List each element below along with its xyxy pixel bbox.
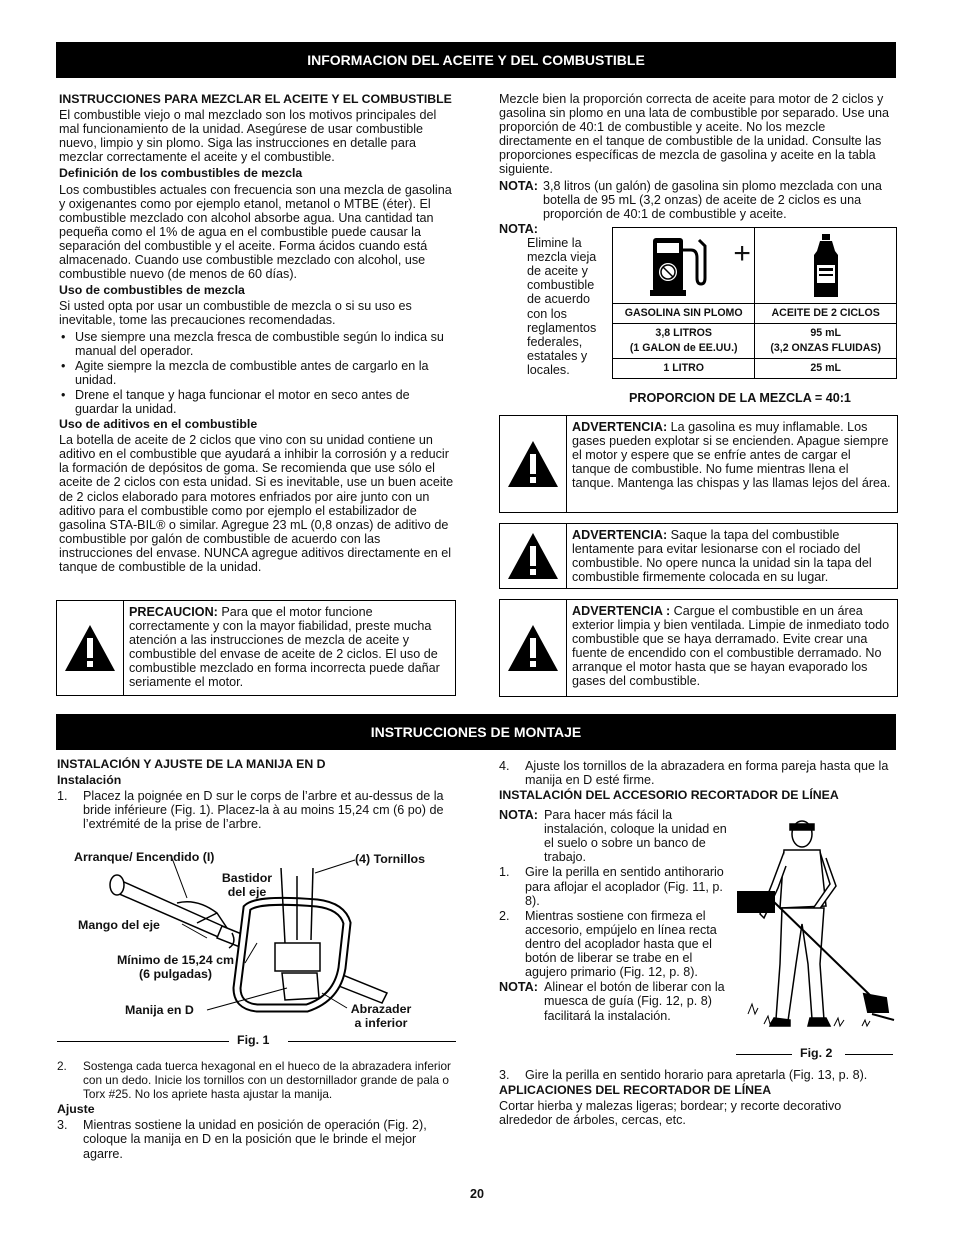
operator-with-trimmer-illustration [734,814,896,1040]
trimmer-final-steps [499,1067,897,1129]
plus-sign: + [733,237,751,270]
label-mango: Mango del eje [78,918,160,932]
step-item: 1. Placez la poignée en D sur le corps de l’arbre et au-dessus de la bride inférieure (Fig. 1). Placez-la à au moins 15,24 cm (6 po) de l’extrémité de la prise de l’arbre. [57,789,444,832]
mix-ratio-table [612,227,897,379]
table-cell: 3,8 LITROS (1 GALON de EE.UU.) [613,324,755,359]
heading-use-mix: Uso de combustibles de mezcla [59,283,245,298]
heading-trimmer-install: INSTALACIÓN DEL ACCESORIO RECORTADOR DE LÍNEA [499,788,839,803]
para-additives: La botella de aceite de 2 ciclos que vino con su unidad contiene un aditivo en el combustible que ayudará a inhibir la corrosión y a reducir la formación de depósitos de goma. Se recomienda que use sólo el aceite de 2 ciclos con esta unidad. Si es inevitable, use un buen aceite de 2 ciclos elaborado para motores enfriados por aire junto con un aditivo para el combustible como por ejemplo el estabilizador de gasolina STA-BIL® o similar. Agregue 23 mL (0,8 onzas) de aditivo de combustible por galón de combustible de acuerdo con las instrucciones del envase. NUNCA agregue aditivos directamente en el tanque de combustible de la unidad. [59,433,454,574]
note-align-text: Alinear el botón de liberar con la muesca de guía (Fig. 12, p. 8) facilitará la instalación. [544,980,725,1023]
figure-rule [288,1041,456,1042]
heading-additives: Uso de aditivos en el combustible [59,417,258,432]
figure-rule [57,1041,229,1042]
oil-bottle-icon [733,228,897,304]
figure-rule [736,1054,792,1055]
warning-triangle-icon [57,601,124,695]
table-header: GASOLINA SIN PLOMO [613,304,755,324]
caution-box: PRECAUCION: Para que el motor funcione correctamente y con la mayor fiabilidad, preste mucha atención a las instrucciones de mezcla de aceite y combustible del envase de aceite de 2 ciclos. El uso de combustible mezclado en forma incorrecta puede dañar seriamente el motor. [56,600,456,696]
warning-triangle-icon [500,416,567,512]
figure-2-caption: Fig. 2 [800,1046,833,1060]
fuel-mixing-instructions [59,92,456,576]
trimmer-attachment-steps [499,808,731,1023]
label-minimo: Mínimo de 15,24 cm (6 pulgadas) [116,953,235,981]
bullet-item: • Agite siempre la mezcla de combustible antes de cargarlo en la unidad. [61,358,429,387]
note-install: NOTA: [499,808,538,822]
warning-box: ADVERTENCIA: Saque la tapa del combustible lentamente para evitar lesionarse con el rociado del combustible. No opere nunca la unidad sin la tapa del combustible firmemente colocada en su lugar. [499,523,898,589]
label-manija: Manija en D [125,1003,194,1017]
note-align: NOTA: [499,980,538,995]
label-abrazadera: Abrazader a inferior [350,1002,412,1030]
para-applications: Cortar hierba y malezas ligeras; bordear; y recorte decorativo alrededor de árboles, cercas, etc. [499,1099,842,1128]
heading-d-handle: INSTALACIÓN Y AJUSTE DE LA MANIJA EN D [57,757,326,771]
heading-installation: Instalación [57,773,122,788]
para-definition: Los combustibles actuales con frecuencia son una mezcla de gasolina y oxigenantes como por ejemplo etanol, metanol o MTBE (éter). El combustible mezclado con alcohol absorbe agua. Una cantidad tan pequeña como el 1% de agua en el combustible puede causar la separación del combustible y el aceite. Forma ácidos cuando está almacenado. Cuando use combustible mezclado con alcohol, use combustible nuevo (de menos de 60 días). [59,182,452,282]
bullet-item: • Drene el tanque y haga funcionar el motor en seco antes de guardar la unidad. [61,387,410,416]
label-tornillos: (4) Tornillos [355,852,425,866]
step-item: 2. Sostenga cada tuerca hexagonal en el hueco de la abrazadera inferior con un dedo. Inicie los tornillos con un destornillador grande de pala o Torx #25. No los apriete hasta ajustar la manija. [57,1059,451,1102]
para-old-fuel: El combustible viejo o mal mezclado son los motivos principales del mal funcionamiento de la unidad. Asegúrese de usar combustible nuevo, limpio y sin plomo. Siga las instrucciones en detalle para mezclar correctamente el aceite y el combustible. [59,108,437,165]
note-ratio: NOTA: 3,8 litros (un galón) de gasolina sin plomo mezclada con una botella de 95 mL (3,2 onzas) de aceite de 2 ciclos es una proporción de 40:1 de combustible y aceite. [499,178,882,221]
d-handle-adjust [57,1058,457,1162]
section-header-assembly: INSTRUCCIONES DE MONTAJE [56,714,896,750]
figure-2 [734,814,896,1040]
mix-ratio-label: PROPORCION DE LA MEZCLA = 40:1 [629,391,851,405]
heading-mixing: INSTRUCCIONES PARA MEZCLAR EL ACEITE Y EL COMBUSTIBLE [59,92,452,106]
heading-definition: Definición de los combustibles de mezcla [59,166,303,181]
bullet-item: • Use siempre una mezcla fresca de combustible según lo indica su manual del operador. [61,329,444,358]
note-disposal-text: Elimine la mezcla vieja de aceite y combustible de acuerdo con los reglamentos federales, estatales y locales. [527,236,597,377]
heading-ajuste: Ajuste [57,1102,95,1117]
fuel-ratio-text [499,92,897,221]
table-cell: 1 LITRO [613,359,755,379]
figure-1-caption: Fig. 1 [237,1033,270,1047]
note-disposal: NOTA: [499,222,538,236]
table-header: ACEITE DE 2 CICLOS [755,304,897,324]
section-header-fuel: INFORMACION DEL ACEITE Y DEL COMBUSTIBLE [56,42,896,78]
step-item: 1. Gire la perilla en sentido antihorario para aflojar el acoplador (Fig. 11, p. 8). [499,865,724,908]
step-item: 2. Mientras sostiene con firmeza el accesorio, empújelo en línea recta dentro del acoplador hasta que el botón de liberar se trabe en el agujero primario (Fig. 12, p. 8). [499,908,717,980]
para-mix-ratio: Mezcle bien la proporción correcta de aceite para motor de 2 ciclos y gasolina sin plomo en una lata de combustible por separado. Use una proporción de 40:1 de combustible y aceite. No los mezcle directamente en el tanque de combustible de la unidad. Consulte las proporciones específicas de mezcla de gasolina y aceite en la tabla siguiente. [499,92,889,177]
step-item: 3. Mientras sostiene la unidad en posición de operación (Fig. 2), coloque la manija en D en la posición que le brinde el mejor agarre. [57,1118,427,1161]
step-item: 4. Ajuste los tornillos de la abrazadera en forma pareja hasta que la manija en D esté firme. [499,759,889,788]
page-number: 20 [469,1187,484,1201]
warning-box: ADVERTENCIA : Cargue el combustible en un área exterior limpia y bien ventilada. Limpie de inmediato todo combustible que se haya derramado. Evite crear una fuente de encendido con el combustible derramado. No arranque el motor hasta que se hayan evaporado los gases del combustible. [499,599,898,697]
warning-triangle-icon [500,524,567,588]
warning-box: ADVERTENCIA: La gasolina es muy inflamable. Los gases pueden explotar si se encienden. Apague siempre el motor y espere que se enfríe antes de cargar el tanque de combustible. No fume mientras llena el tanque. Mantenga las chispas y las llamas lejos del área. [499,415,898,513]
d-handle-instructions [57,757,457,832]
heading-applications: APLICACIONES DEL RECORTADOR DE LÍNEA [499,1083,772,1098]
warning-triangle-icon [500,600,567,696]
table-cell: 95 mL (3,2 ONZAS FLUIDAS) [755,324,897,359]
label-bastidor: Bastidor del eje [221,871,273,899]
table-cell: 25 mL [755,359,897,379]
trimmer-attachment-intro [499,758,897,804]
figure-rule [845,1054,893,1055]
para-use-mix: Si usted opta por usar un combustible de mezcla o si su uso es inevitable, tome las precauciones recomendadas. [59,299,412,328]
label-arranque: Arranque/ Encendido (I) [74,850,215,864]
note-install-text: Para hacer más fácil la instalación, coloque la unidad en el suelo o sobre un banco de trabajo. [544,808,727,865]
step-item: 3. Gire la perilla en sentido horario para apretarla (Fig. 13, p. 8). [499,1068,868,1082]
